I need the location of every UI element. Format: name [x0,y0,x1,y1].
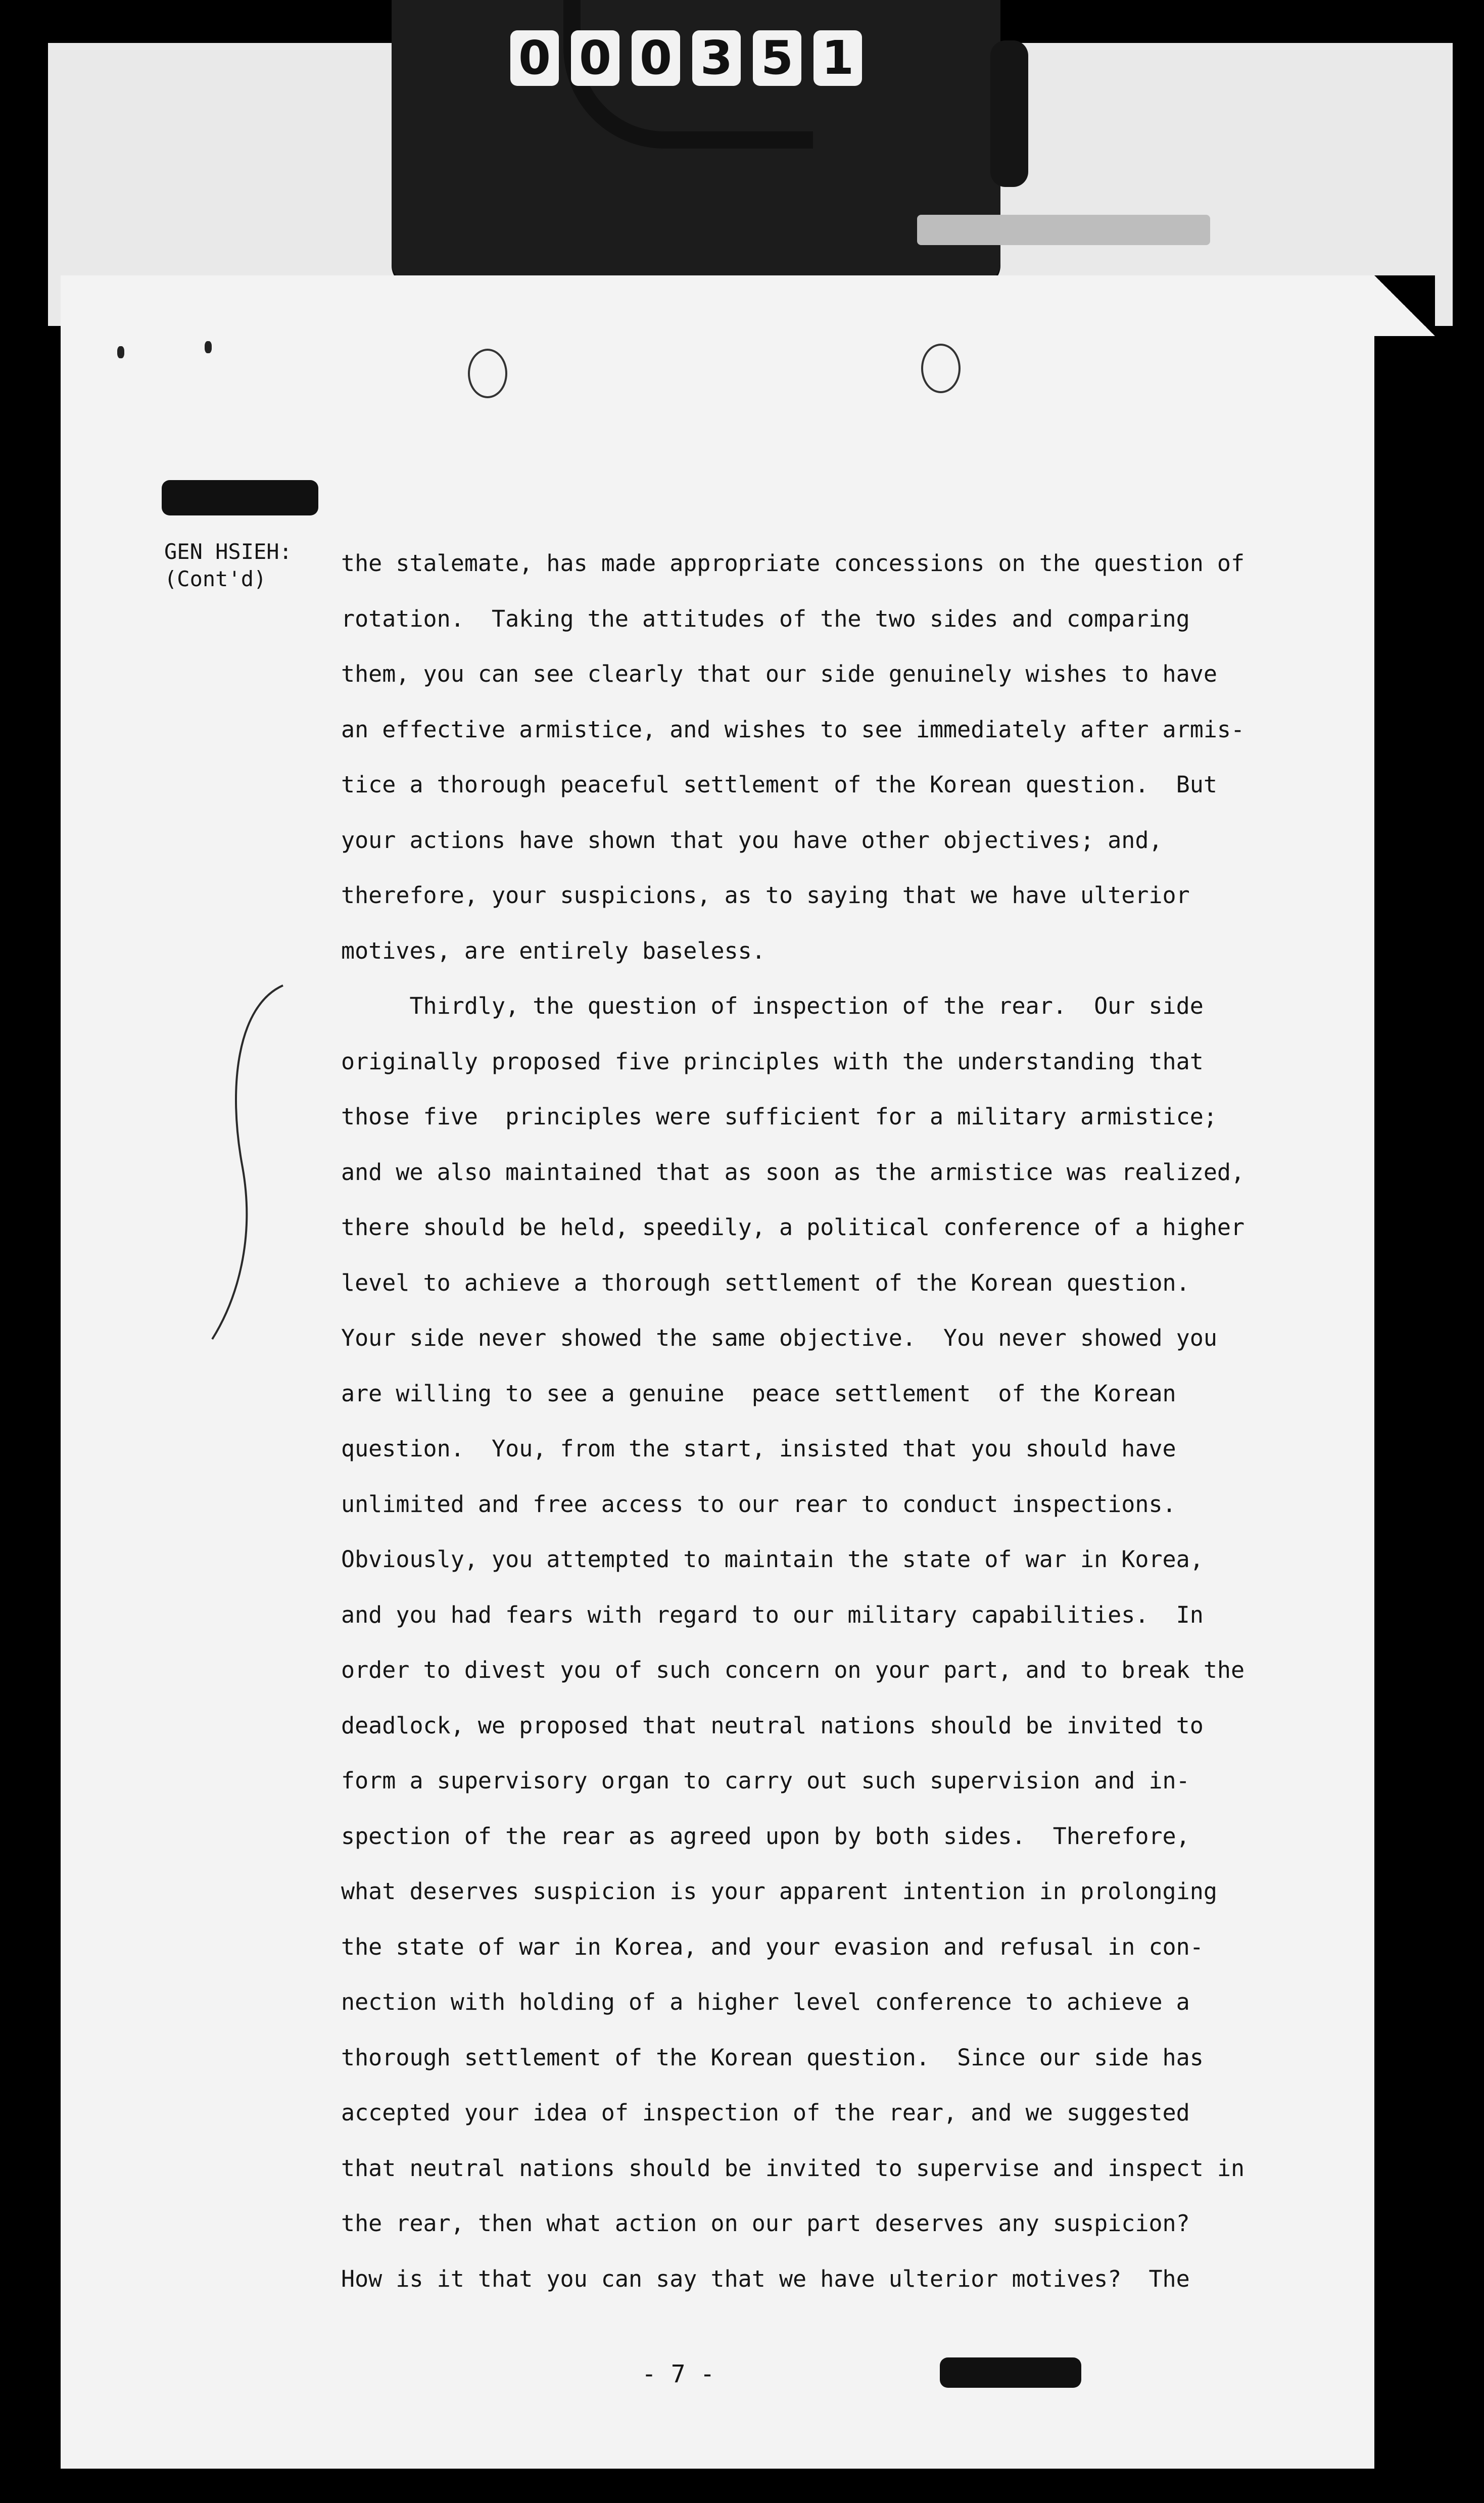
text-line: what deserves suspicion is your apparent intention in prolonging [341,1878,1217,1905]
text-line: deadlock, we proposed that neutral nations should be invited to [341,1712,1204,1739]
speaker-name: GEN HSIEH: [164,539,292,564]
text-line: accepted your idea of inspection of the rear, and we suggested [341,2099,1190,2126]
text-line: level to achieve a thorough settlement of the Korean question. [341,1269,1190,1296]
text-line: are willing to see a genuine peace settlement of the Korean [341,1380,1176,1407]
counter-digit: 0 [571,30,619,86]
folded-corner [1374,275,1435,336]
text-line: the stalemate, has made appropriate concessions on the question of [341,550,1245,577]
counter-knob [990,40,1028,187]
text-line: the rear, then what action on our part deserves any suspicion? [341,2210,1190,2237]
paper-speck [205,341,212,353]
text-line: rotation. Taking the attitudes of the two sides and comparing [341,605,1190,632]
text-line: and we also maintained that as soon as the armistice was realized, [341,1158,1245,1186]
text-line: that neutral nations should be invited to supervise and inspect in [341,2154,1245,2182]
document-page [61,275,1374,2469]
counter-digit: 1 [813,30,862,86]
counter-digit: 0 [632,30,680,86]
text-line: Thirdly, the question of inspection of the rear. Our side [341,993,1204,1019]
text-line: your actions have shown that you have other objectives; and, [341,826,1163,854]
text-line: and you had fears with regard to our military capabilities. In [341,1601,1204,1628]
text-line: an effective armistice, and wishes to see immediately after armis- [341,716,1245,743]
frame-counter-digits [510,30,862,86]
redaction-mark [940,2357,1081,2388]
counter-plate [917,215,1210,245]
text-line: How is it that you can say that we have ulterior motives? The [341,2265,1190,2292]
text-line: thorough settlement of the Korean question. Since our side has [341,2044,1204,2071]
text-line: there should be held, speedily, a political conference of a higher [341,1214,1245,1241]
text-line: spection of the rear as agreed upon by both sides. Therefore, [341,1822,1190,1850]
text-line: motives, are entirely baseless. [341,937,765,964]
text-line: form a supervisory organ to carry out such supervision and in- [341,1767,1190,1794]
text-line: therefore, your suspicions, as to saying that we have ulterior [341,882,1190,909]
text-line: them, you can see clearly that our side genuinely wishes to have [341,660,1217,687]
redaction-mark [162,480,318,515]
body-text [341,536,1291,2306]
text-line: order to divest you of such concern on your part, and to break the [341,1657,1245,1683]
punch-hole [921,344,961,393]
text-line: nection with holding of a higher level conference to achieve a [341,1989,1190,2015]
counter-digit: 5 [753,30,801,86]
speaker-label [164,538,292,593]
text-line: originally proposed five principles with the understanding that [341,1048,1204,1075]
counter-digit: 0 [510,30,559,86]
punch-hole [468,349,507,398]
text-line: tice a thorough peaceful settlement of the Korean question. But [341,771,1217,798]
text-line: unlimited and free access to our rear to conduct inspections. [341,1490,1176,1518]
paper-speck [117,346,124,358]
text-line: question. You, from the start, insisted that you should have [341,1435,1176,1462]
page-number: - 7 - [642,2360,715,2388]
counter-digit: 3 [692,30,741,86]
text-line: those five principles were sufficient for a military armistice; [341,1103,1217,1130]
text-line: Your side never showed the same objective. You never showed you [341,1325,1217,1351]
text-line: the state of war in Korea, and your evasion and refusal in con- [341,1933,1204,1960]
margin-pencil-stroke [207,975,288,1344]
speaker-continued-note: (Cont'd) [164,566,267,591]
text-line: Obviously, you attempted to maintain the state of war in Korea, [341,1546,1204,1573]
